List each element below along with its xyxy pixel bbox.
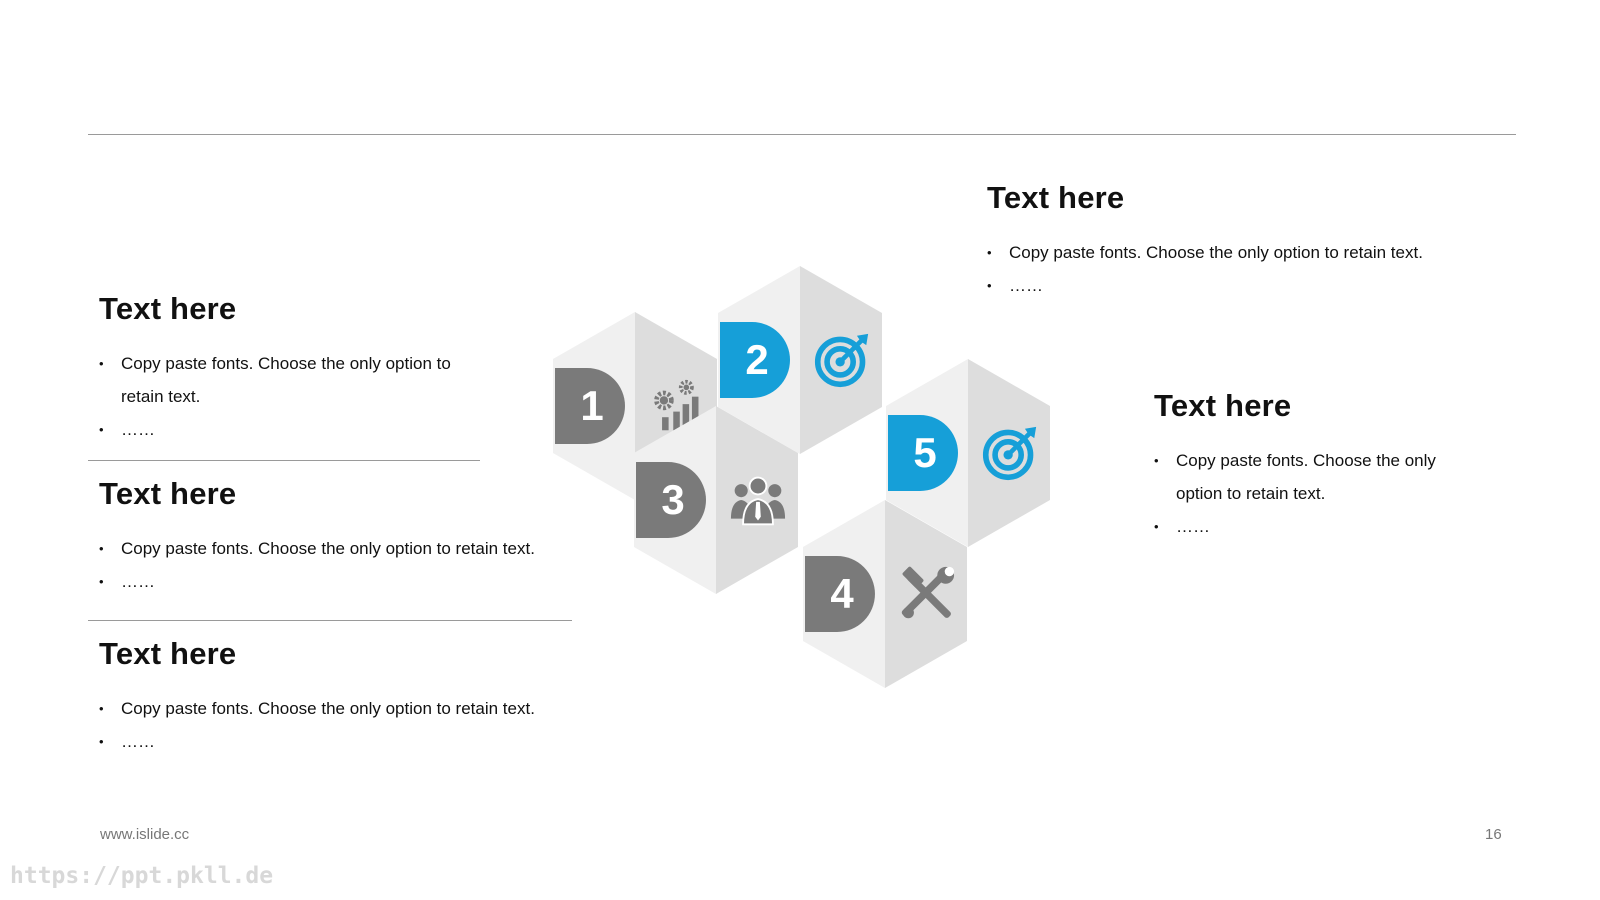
- step-number: 4: [830, 570, 854, 617]
- block-title: Text here: [99, 291, 237, 326]
- bullet-item: • ……: [987, 269, 1487, 302]
- block-title: Text here: [99, 636, 237, 671]
- block-title: Text here: [987, 180, 1125, 215]
- footer-website[interactable]: www.islide.cc: [100, 826, 190, 843]
- step-number: 1: [580, 382, 604, 429]
- block-title: Text here: [1154, 388, 1292, 423]
- bullet-item: • ……: [99, 413, 489, 446]
- step-number: 3: [661, 476, 685, 523]
- step-number: 5: [913, 429, 937, 476]
- bullet-item: • Copy paste fonts. Choose the only option to retain text.: [99, 532, 599, 565]
- bullet-item: • Copy paste fonts. Choose the only option to retain text.: [99, 692, 599, 725]
- bullet-item: • ……: [99, 725, 599, 758]
- bullet-item: • ……: [99, 565, 599, 598]
- step-number: 2: [745, 336, 769, 383]
- team-icon: [731, 478, 785, 525]
- bullet-item: • Copy paste fonts. Choose the only option to retain text.: [1154, 444, 1474, 510]
- bullet-item: • ……: [1154, 510, 1474, 543]
- bullet-item: • Copy paste fonts. Choose the only option to retain text.: [987, 236, 1487, 269]
- watermark: https://ppt.pkll.de: [10, 863, 274, 889]
- page-number: 16: [1485, 826, 1502, 843]
- bullet-item: • Copy paste fonts. Choose the only option to retain text.: [99, 347, 489, 413]
- block-title: Text here: [99, 476, 237, 511]
